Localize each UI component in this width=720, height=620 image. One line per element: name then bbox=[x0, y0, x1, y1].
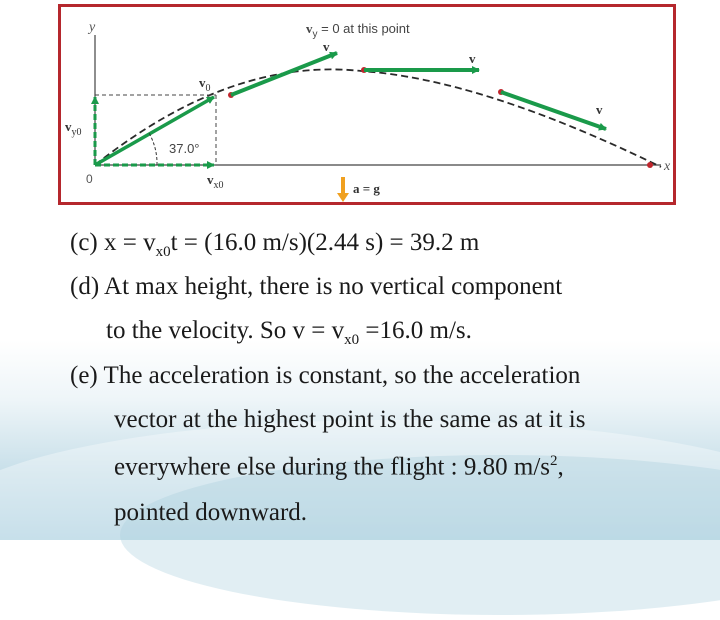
part-d-line-1: (d) At max height, there is no vertical component bbox=[70, 273, 563, 300]
y-axis-label: y bbox=[89, 20, 96, 35]
v-label-rising: v bbox=[323, 39, 330, 54]
part-e-line-3: everywhere else during the flight : 9.80 $m/s^2$, bbox=[114, 453, 564, 481]
part-d-line-2: to the velocity. So $v = v_{x0} =16.0$ m/s. bbox=[106, 317, 472, 348]
part-e-line-2: vector at the highest point is the same as at it is bbox=[114, 406, 586, 433]
vx0-label: $v_{x0}$ bbox=[207, 172, 224, 191]
part-c-line: (c) $x = v_{x0}t = (16.0$ m/s)(2.44 s) = 39.2 m bbox=[70, 229, 480, 260]
x-axis-label: x bbox=[664, 159, 671, 174]
vy0-label: $v_{y0}$ bbox=[65, 119, 82, 138]
launch-angle-label: 37.0° bbox=[169, 141, 200, 156]
part-e-line-4: pointed downward. bbox=[114, 499, 308, 526]
vy-zero-label: $v_y = 0$ at this point bbox=[306, 21, 410, 40]
v-label-apex: v bbox=[469, 51, 476, 66]
part-e-line-1: (e) The acceleration is constant, so the acceleration bbox=[70, 362, 581, 389]
v-label-falling: v bbox=[596, 102, 603, 117]
v0-label: $v_0$ bbox=[199, 75, 211, 94]
acceleration-label: a = g bbox=[353, 181, 380, 196]
origin-label: 0 bbox=[86, 172, 93, 186]
